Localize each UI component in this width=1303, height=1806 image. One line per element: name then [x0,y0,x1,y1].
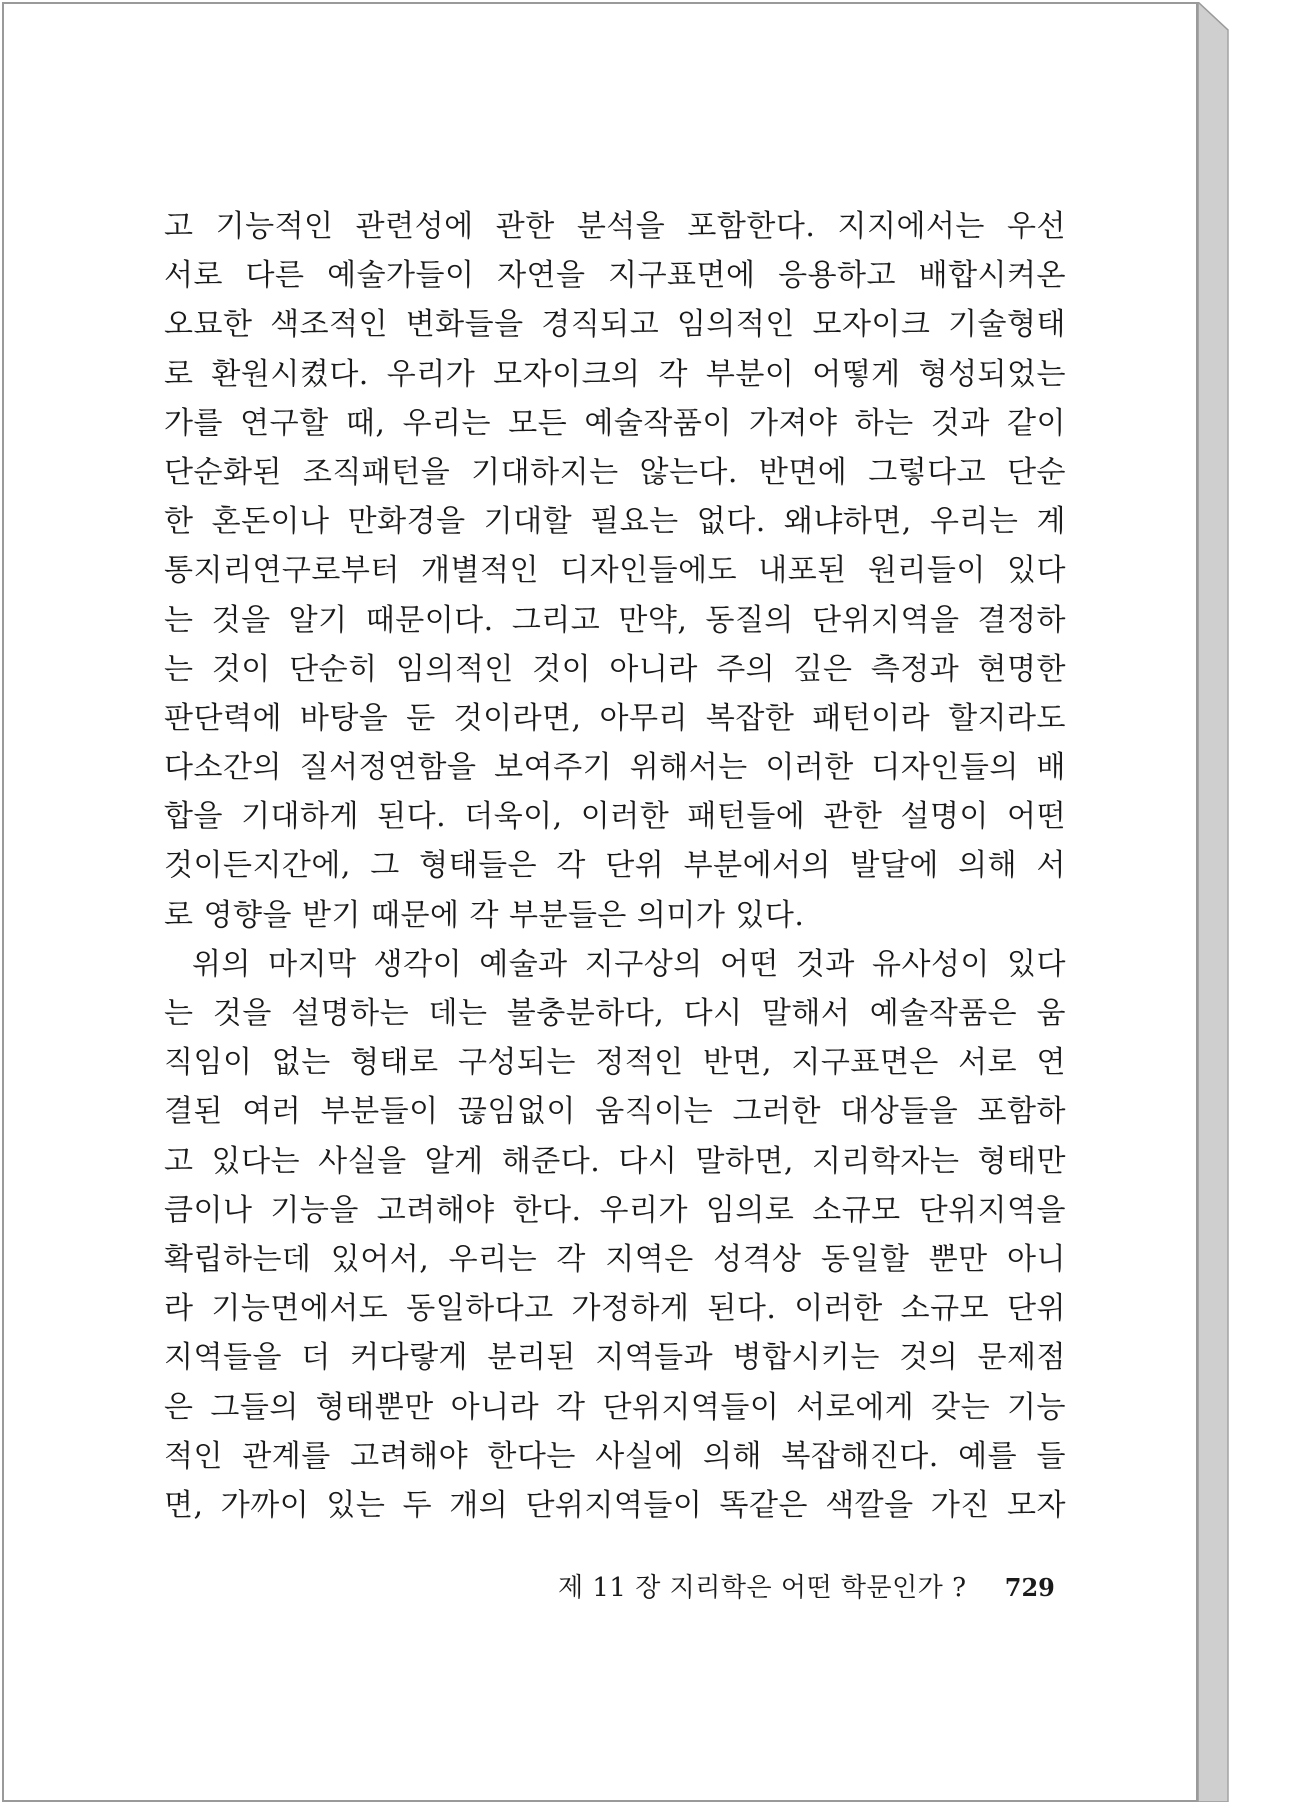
text-line: 고 있다는 사실을 알게 해준다. 다시 말하면, 지리학자는 형태만 [164,1143,1066,1179]
text-line: 큼이나 기능을 고려해야 한다. 우리가 임의로 소규모 단위지역을 [164,1192,1066,1228]
text-line: 다소간의 질서정연함을 보여주기 위해서는 이러한 디자인들의 배 [164,750,1066,786]
text-line: 것이든지간에, 그 형태들은 각 단위 부분에서의 발달에 의해 서 [164,848,1066,884]
running-title: 제 11 장 지리학은 어떤 학문인가 ? [558,1573,967,1603]
text-line: 는 것을 설명하는 데는 불충분하다, 다시 말해서 예술작품은 움 [164,996,1066,1031]
text-line: 는 것을 알기 때문이다. 그리고 만약, 동질의 단위지역을 결정하 [164,602,1066,638]
text-line: 판단력에 바탕을 둔 것이라면, 아무리 복잡한 패턴이라 할지라도 [164,700,1066,736]
page-footer [558,1567,1055,1604]
text-line: 면, 가까이 있는 두 개의 단위지역들이 똑같은 색깔을 가진 모자 [164,1487,1066,1523]
text-line: 결된 여러 부분들이 끊임없이 움직이는 그러한 대상들을 포함하 [164,1094,1066,1130]
text-line: 확립하는데 있어서, 우리는 각 지역은 성격상 동일할 뿐만 아니 [164,1241,1066,1277]
text-line: 오묘한 색조적인 변화들을 경직되고 임의적인 모자이크 기술형태 [164,307,1066,343]
text-line: 가를 연구할 때, 우리는 모든 예술작품이 가져야 하는 것과 같이 [164,405,1066,441]
text-line: 합을 기대하게 된다. 더욱이, 이러한 패턴들에 관한 설명이 어떤 [164,799,1066,835]
text-line: 단순화된 조직패턴을 기대하지는 않는다. 반면에 그렇다고 단순 [164,454,1066,490]
text-line: 로 환원시켰다. 우리가 모자이크의 각 부분이 어떻게 형성되었는 [164,356,1066,392]
text-line: 은 그들의 형태뿐만 아니라 각 단위지역들이 서로에게 갖는 기능 [164,1389,1066,1425]
book-page [2,2,1198,1802]
text-line: 직임이 없는 형태로 구성되는 정적인 반면, 지구표면은 서로 연 [164,1045,1066,1081]
paragraph-start-line: 위의 마지막 생각이 예술과 지구상의 어떤 것과 유사성이 있다 [192,946,1066,982]
page-edge-shape [1198,2,1258,1802]
page-number: 729 [1004,1573,1055,1602]
text-line: 고 기능적인 관련성에 관한 분석을 포함한다. 지지에서는 우선 [164,209,1066,244]
text-line: 적인 관계를 고려해야 한다는 사실에 의해 복잡해진다. 예를 들 [164,1438,1066,1474]
page-stack-edge [1198,2,1258,1802]
text-line: 는 것이 단순히 임의적인 것이 아니라 주의 깊은 측정과 현명한 [164,651,1066,687]
paragraph-end-line: 로 영향을 받기 때문에 각 부분들은 의미가 있다. [164,897,805,933]
text-line: 라 기능면에서도 동일하다고 가정하게 된다. 이러한 소규모 단위 [164,1291,1066,1327]
body-text [164,202,1066,1530]
text-line: 한 혼돈이나 만화경을 기대할 필요는 없다. 왜냐하면, 우리는 계 [164,504,1066,540]
text-line: 지역들을 더 커다랗게 분리된 지역들과 병합시키는 것의 문제점 [164,1340,1066,1376]
text-line: 서로 다른 예술가들이 자연을 지구표면에 응용하고 배합시켜온 [164,258,1066,294]
text-line: 통지리연구로부터 개별적인 디자인들에도 내포된 원리들이 있다 [164,553,1066,589]
